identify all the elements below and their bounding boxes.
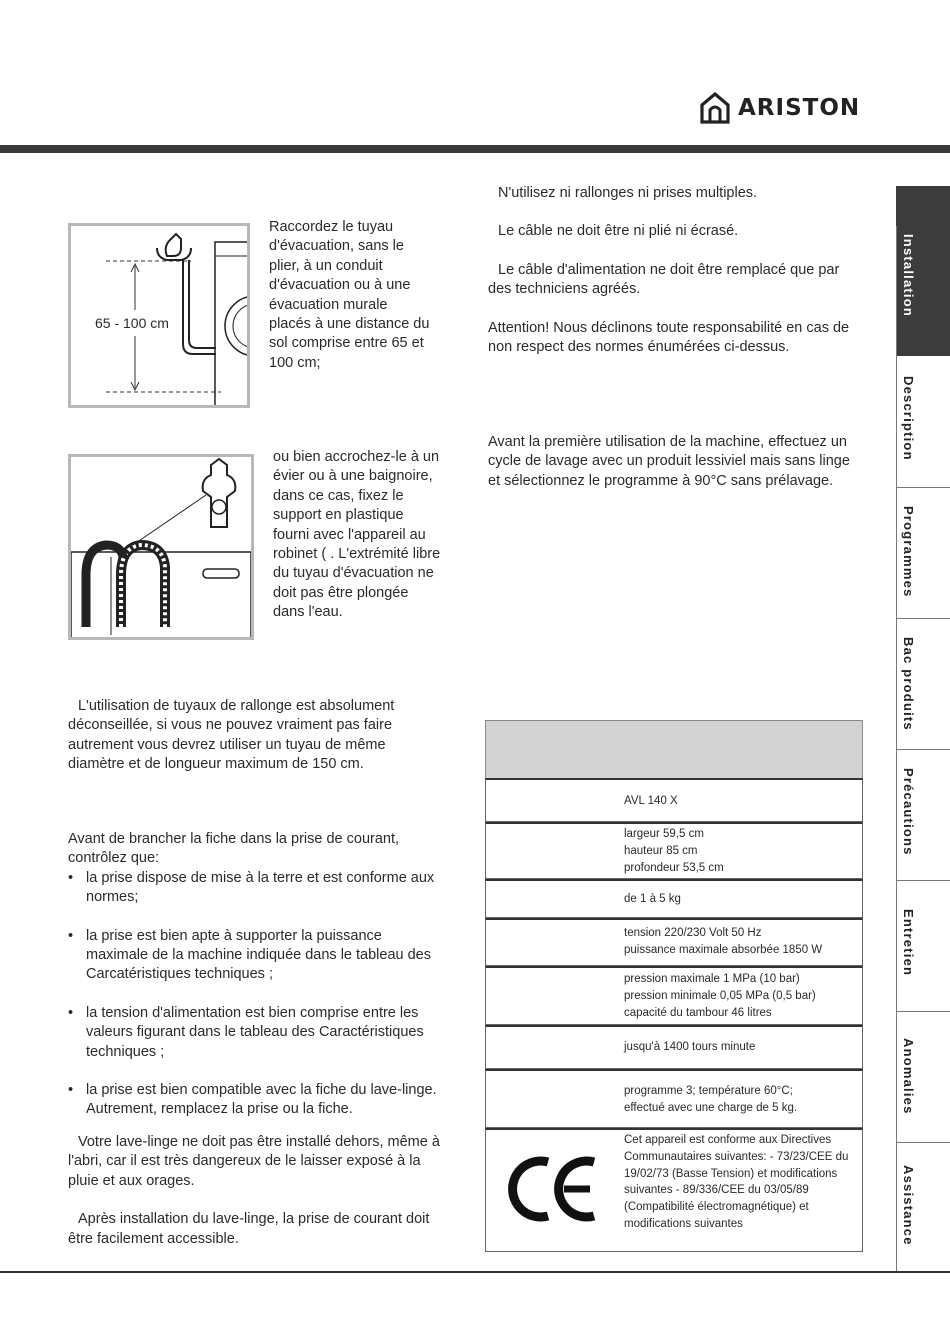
dimension-line: profondeur 53,5 cm — [624, 861, 724, 874]
model-value: AVL 140 X — [624, 795, 678, 807]
check-item: • la prise dispose de mise à la terre et est conforme aux normes; — [68, 869, 446, 908]
ariston-logo — [700, 92, 886, 124]
socket-access-note: Après installation du lave-linge, la prise de courant doit être facilement accessible. — [68, 1211, 430, 1247]
dimension-line: hauteur 85 cm — [624, 844, 698, 857]
tab-description[interactable] — [896, 356, 950, 487]
check-item: • la prise est bien compatible avec la fiche du lave-linge. Autrement, remplacez la prise ou la fiche. — [68, 1081, 446, 1120]
house-logo-icon — [700, 92, 730, 124]
tab-label: Installation — [901, 234, 916, 318]
outdoor-warning: Votre lave-linge ne doit pas être installé dehors, même à l'abri, car il est très dangereux de le laisser exposé à la pluie et aux orages. — [68, 1133, 440, 1189]
checks-intro: Avant de brancher la fiche dans la prise de courant, contrôlez que: — [68, 831, 400, 867]
tab-label: Entretien — [901, 909, 916, 977]
specs-table-header — [485, 720, 863, 778]
test-line: effectué avec une charge de 5 kg. — [624, 1101, 798, 1114]
tab-label: Anomalies — [901, 1038, 916, 1115]
drain-height-figure — [68, 223, 250, 408]
ce-mark-icon — [508, 1154, 600, 1224]
water-line: pression maximale 1 MPa (10 bar) — [624, 973, 800, 985]
ce-conformity-text: Cet appareil est conforme aux Directives Communautaires suivantes: - 73/23/CEE du 19/02/73 (Basse Tension) et modifications suivantes - 89/336/CEE du 03/05/89 (Compatibilité électromagnétique) et modifications suivantes — [624, 1134, 849, 1230]
sink-hook-text: ou bien accrochez-le à un évier ou à une baignoire, dans ce cas, fixez le support en plastique fourni avec l'appareil au robinet ( . L'extrémité libre du tuyau d'évacuation ne doit pas être plongée dans l'eau. — [273, 449, 441, 621]
dimension-line: largeur 59,5 cm — [624, 828, 704, 840]
spec-row-model — [485, 778, 863, 822]
tab-anomalies[interactable] — [896, 1012, 950, 1142]
tab-label: Assistance — [901, 1165, 916, 1246]
cable-replace-warning: Le câble d'alimentation ne doit être remplacé que par des techniciens agréés. — [488, 261, 840, 298]
electrical-checks — [68, 830, 446, 1268]
tab-precautions[interactable] — [896, 750, 950, 880]
sink-hook-illustration — [71, 457, 251, 637]
tab-label: Description — [901, 376, 916, 461]
electrical-line: tension 220/230 Volt 50 Hz — [624, 927, 762, 939]
spec-row-capacity — [485, 879, 863, 918]
drain-conduit-text: Raccordez le tuyau d'évacuation, sans le plier, à un conduit d'évacuation ou à une évacuation murale placés à une distance du sol comprise entre 65 et 100 cm; — [269, 219, 430, 371]
brand-name: ARISTON — [738, 95, 861, 121]
spec-row-electrical — [485, 918, 863, 966]
test-line: programme 3; température 60°C; — [624, 1085, 793, 1097]
water-line: pression minimale 0,05 MPa (0,5 bar) — [624, 989, 816, 1002]
tab-label: Bac produits — [901, 637, 916, 731]
check-item: • la prise est bien apte à supporter la puissance maximale de la machine indiquée dans le tableau des Carcatéristiques techniques ; — [68, 927, 446, 985]
tab-assistance[interactable] — [896, 1143, 950, 1273]
tab-installation-top — [896, 186, 950, 226]
spec-row-water — [485, 966, 863, 1025]
extension-hose-text: L'utilisation de tuyaux de rallonge est absolument déconseillée, si vous ne pouvez vraiment pas faire autrement vous devrez utiliser un tuyau de même diamètre et de longueur maximum de 150 cm. — [68, 698, 395, 773]
capacity-value: de 1 à 5 kg — [624, 893, 681, 905]
electrical-line: puissance maximale absorbée 1850 W — [624, 943, 823, 956]
first-use-text: Avant la première utilisation de la machine, effectuez un cycle de lavage avec un produit lessiviel mais sans linge et sélectionnez le programme à 90°C sans prélavage. — [488, 434, 850, 489]
tab-installation[interactable] — [896, 226, 950, 356]
spec-row-ce — [485, 1128, 863, 1252]
power-warnings — [488, 184, 864, 376]
liability-notice: Attention! Nous déclinons toute responsabilité en cas de non respect des normes énumérées ci-dessus. — [488, 319, 850, 356]
spec-row-dimensions — [485, 822, 863, 879]
height-range-label: 65 - 100 cm — [95, 314, 169, 333]
water-line: capacité du tambour 46 litres — [624, 1006, 772, 1019]
header-bar — [0, 145, 950, 153]
spec-row-spin — [485, 1025, 863, 1069]
checks-list — [68, 869, 446, 1120]
sink-hook-figure — [68, 454, 254, 640]
technical-specs-table — [485, 720, 863, 1252]
footer-line — [0, 1271, 950, 1273]
tab-label: Précautions — [901, 768, 916, 856]
tab-entretien[interactable] — [896, 881, 950, 1011]
check-item: • la tension d'alimentation est bien comprise entre les valeurs figurant dans le tableau des Caractéristiques techniques ; — [68, 1004, 446, 1062]
cable-bend-warning: Le câble ne doit être ni plié ni écrasé. — [498, 223, 739, 240]
no-extensions-warning: N'utilisez ni rallonges ni prises multiples. — [498, 185, 758, 201]
spec-row-test — [485, 1069, 863, 1128]
tab-programmes[interactable] — [896, 488, 950, 618]
tab-bac-produits[interactable] — [896, 619, 950, 749]
spin-value: jusqu'à 1400 tours minute — [624, 1041, 756, 1053]
tab-label: Programmes — [901, 506, 916, 598]
